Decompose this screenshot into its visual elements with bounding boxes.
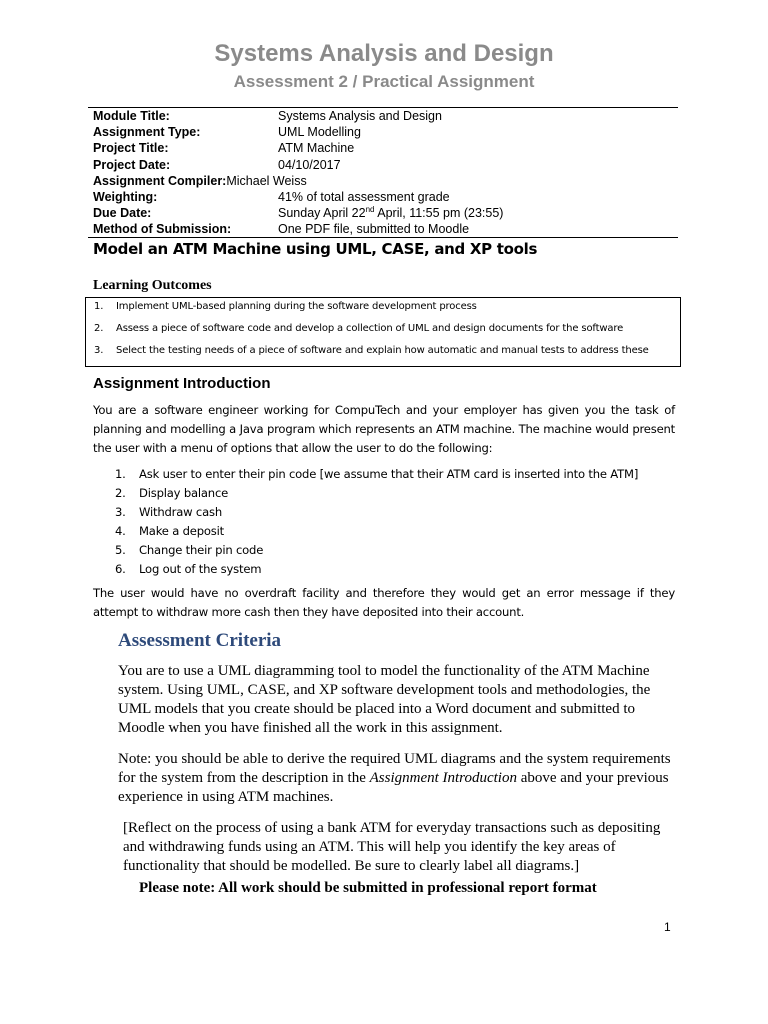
meta-value: Michael Weiss	[226, 173, 307, 188]
document-title: Systems Analysis and Design	[214, 40, 554, 67]
meta-value: 04/10/2017	[278, 157, 341, 172]
meta-value-due-date	[278, 205, 503, 221]
criteria-paragraph-2	[118, 750, 678, 807]
meta-row-module-title	[93, 108, 442, 124]
meta-row-project-date	[93, 157, 341, 173]
due-date-ordinal: nd	[365, 204, 375, 214]
list-number: 4.	[115, 524, 126, 538]
assignment-introduction-heading: Assignment Introduction	[93, 375, 271, 392]
list-number: 5.	[115, 543, 126, 557]
meta-row-assignment-type	[93, 124, 361, 140]
meta-label: Project Date:	[93, 157, 171, 172]
list-number: 1.	[115, 467, 126, 481]
meta-row-compiler	[93, 173, 307, 189]
learning-outcome-number: 1.	[94, 301, 104, 312]
meta-label: Due Date:	[93, 206, 152, 221]
meta-bottom-rule	[88, 237, 678, 238]
criteria-note-reference: Assignment Introduction	[369, 770, 517, 786]
meta-label: Module Title:	[93, 109, 170, 123]
meta-value: 41% of total assessment grade	[278, 189, 450, 204]
list-item	[115, 560, 638, 579]
meta-label: Assignment Compiler:	[93, 173, 227, 188]
learning-outcome-item	[94, 301, 477, 312]
meta-label: Method of Submission:	[93, 222, 232, 237]
list-item	[115, 484, 638, 503]
list-number: 6.	[115, 562, 126, 576]
learning-outcome-text: Select the testing needs of a piece of software and explain how automatic and manual tests to address these	[116, 345, 649, 356]
menu-options-list	[115, 465, 638, 579]
learning-outcome-item	[94, 323, 623, 334]
meta-row-due-date	[93, 204, 504, 221]
meta-label: Project Title:	[93, 141, 169, 156]
meta-label: Weighting:	[93, 189, 158, 204]
meta-row-weighting	[93, 189, 450, 205]
list-text: Withdraw cash	[139, 505, 222, 519]
assignment-meta-table	[93, 108, 504, 238]
intro-paragraph: You are a software engineer working for CompuTech and your employer has given you the task of planning and modelling a Java program which represents an ATM machine. The machine would present the user with a menu of options that allow the user to do the following:	[93, 403, 675, 455]
list-number: 3.	[115, 505, 126, 519]
meta-label: Assignment Type:	[93, 125, 201, 140]
intro-closing-paragraph: The user would have no overdraft facility and therefore they would get an error message if they attempt to withdraw more cash then they have deposited into their account.	[93, 586, 675, 619]
learning-outcome-number: 3.	[94, 345, 104, 356]
learning-outcomes-title: Learning Outcomes	[93, 278, 212, 293]
list-item	[115, 503, 638, 522]
due-date-day: Sunday April 22	[278, 206, 366, 221]
learning-outcome-text: Assess a piece of software code and develop a collection of UML and design documents for the software	[116, 323, 624, 334]
criteria-note-text: Note: you should be able to derive the required UML diagrams and the system requirements for the system from the description in the	[118, 751, 671, 786]
list-text: Ask user to enter their pin code [we assume that their ATM card is inserted into the ATM]	[139, 467, 639, 481]
learning-outcomes-box	[85, 297, 681, 367]
meta-value: Systems Analysis and Design	[278, 109, 442, 123]
submission-note: Please note: All work should be submitted in professional report format	[139, 880, 597, 896]
list-text: Make a deposit	[139, 524, 224, 538]
criteria-paragraph-3: [Reflect on the process of using a bank ATM for everyday transactions such as depositing and withdrawing funds using an ATM. This will help you identify the key areas of functionality that should be modelled. Be sure to clearly label all diagrams.]	[123, 820, 661, 874]
document-subtitle: Assessment 2 / Practical Assignment	[233, 72, 535, 91]
list-text: Display balance	[139, 486, 229, 500]
meta-row-project-title	[93, 140, 355, 156]
learning-outcome-number: 2.	[94, 323, 104, 334]
list-item	[115, 465, 638, 484]
due-date-rest: April, 11:55 pm (23:55)	[374, 206, 504, 221]
list-number: 2.	[115, 486, 126, 500]
meta-value: UML Modelling	[278, 125, 361, 140]
criteria-paragraph-1: You are to use a UML diagramming tool to model the functionality of the ATM Machine system. Using UML, CASE, and XP software development tools and methodologies, the UML models that you create should be placed into a Word document and submitted to Moodle when you have finished all the work in this assignment.	[118, 663, 651, 736]
list-item	[115, 541, 638, 560]
criteria-note-text-end: above and your previous experience in using ATM machines.	[118, 770, 669, 805]
meta-row-submission	[93, 221, 470, 237]
meta-value: ATM Machine	[278, 141, 355, 156]
list-text: Change their pin code	[139, 543, 264, 557]
page-number: 1	[664, 920, 671, 934]
assessment-criteria-heading: Assessment Criteria	[118, 630, 282, 651]
meta-value: One PDF file, submitted to Moodle	[278, 222, 470, 237]
list-text: Log out of the system	[139, 562, 262, 576]
list-item	[115, 522, 638, 541]
model-title: Model an ATM Machine using UML, CASE, and XP tools	[93, 240, 538, 258]
learning-outcome-text: Implement UML-based planning during the software development process	[116, 301, 477, 312]
learning-outcome-item	[94, 345, 649, 356]
